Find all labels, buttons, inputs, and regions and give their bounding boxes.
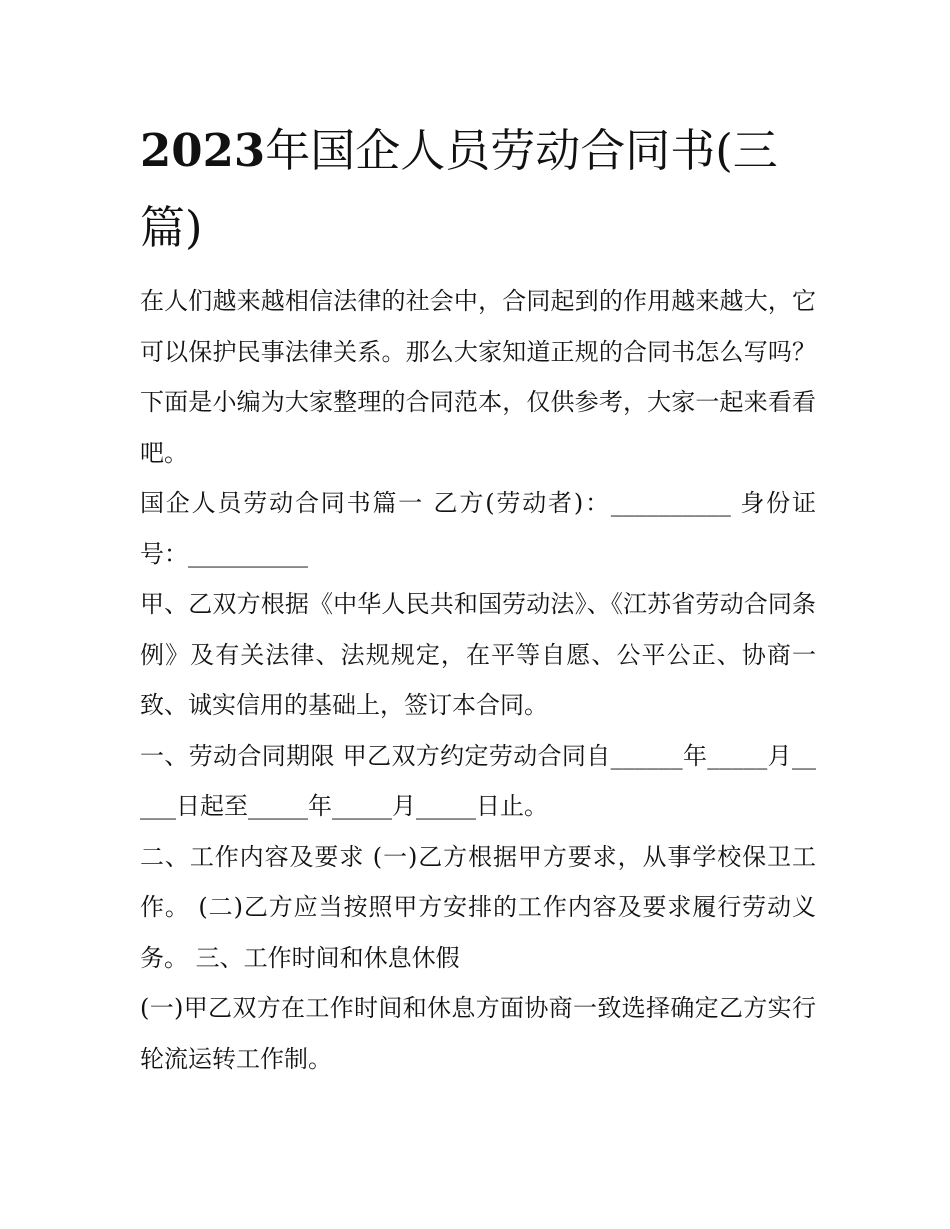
work-content-paragraph: 二、工作内容及要求 (一)乙方根据甲方要求，从事学校保卫工作。 (二)乙方应当按照甲方安排的工作内容及要求履行劳动义务。 三、工作时间和休息休假 xyxy=(140,842,816,972)
intro-paragraph: 在人们越来越相信法律的社会中，合同起到的作用越来越大，它可以保护民事法律关系。那么大家知道正规的合同书怎么写吗？下面是小编为大家整理的合同范本，仅供参考，大家一起来看看吧。 xyxy=(140,287,816,467)
title-text: 年国企人员劳动合同书(三篇) xyxy=(140,124,778,254)
contract-term-paragraph: 一、劳动合同期限 甲乙双方约定劳动合同自______年_____月_____日起至_____年_____月_____日止。 xyxy=(140,741,816,820)
legal-basis-paragraph: 甲、乙双方根据《中华人民共和国劳动法》、《江苏省劳动合同条例》及有关法律、法规规定，在平等自愿、公平公正、协商一致、诚实信用的基础上，签订本合同。 xyxy=(140,590,816,719)
party-info-paragraph: 国企人员劳动合同书篇一 乙方(劳动者)：__________ 身份证号：__________ xyxy=(140,489,816,568)
title-year: 2023 xyxy=(140,124,266,177)
document-body xyxy=(140,276,816,1084)
work-time-paragraph: (一)甲乙双方在工作时间和休息方面协商一致选择确定乙方实行轮流运转工作制。 xyxy=(140,994,816,1073)
document-title xyxy=(140,112,820,266)
